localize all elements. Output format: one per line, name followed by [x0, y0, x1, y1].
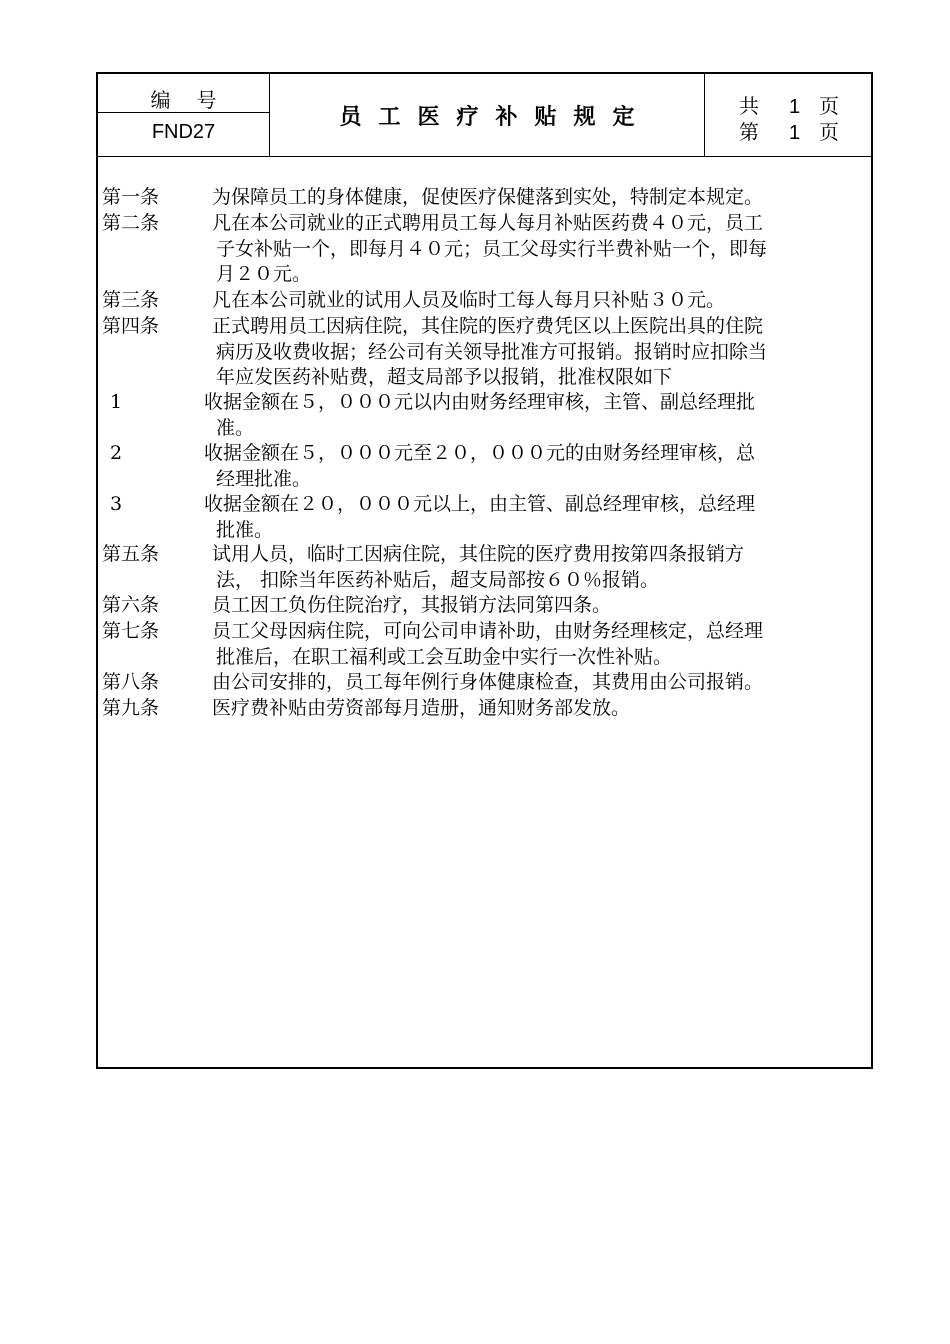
article-label: 第三条: [102, 289, 160, 311]
article-text-line: 批准后，在职工福利或工会互助金中实行一次性补贴。: [216, 645, 673, 668]
article-text-line: 凡在本公司就业的试用人员及临时工每人每月只补贴３０元。: [212, 289, 726, 311]
total-pages-unit: 页: [819, 94, 839, 118]
total-pages-number: 1: [789, 96, 801, 118]
page-count-cell: [705, 74, 871, 156]
title-cell: [270, 74, 705, 156]
sub-item-number: 1: [110, 391, 123, 413]
article-text-line: 收据金额在２０，０００元以上，由主管、副总经理审核，总经理: [204, 493, 756, 515]
article-text-line: 医疗费补贴由劳资部每月造册，通知财务部发放。: [212, 697, 631, 719]
article-text-line: 病历及收费收据；经公司有关领导批准方可报销。报销时应扣除当: [216, 340, 768, 363]
current-page: [739, 116, 839, 145]
article-label: 第一条: [102, 186, 160, 208]
article-text-line: 批准。: [216, 518, 274, 541]
article-text-line: 试用人员，临时工因病住院，其住院的医疗费用按第四条报销方: [212, 543, 745, 565]
article-text-line: 员工因工负伤住院治疗，其报销方法同第四条。: [212, 594, 612, 616]
article-text-line: 月２０元。: [216, 263, 312, 285]
code-label: 编号: [150, 88, 243, 112]
article-label: 第二条: [102, 212, 160, 234]
article-label: 第五条: [102, 543, 160, 565]
article-text-line: 法， 扣除当年医药补贴后，超支局部按６０％报销。: [216, 568, 660, 591]
total-pages: [739, 90, 839, 119]
document-title: 员工医疗补贴规定: [339, 104, 652, 130]
article-text-line: 子女补贴一个，即每月４０元；员工父母实行半费补贴一个，即每: [216, 237, 768, 260]
article-text-line: 由公司安排的，员工每年例行身体健康检查，其费用由公司报销。: [212, 671, 764, 693]
article-label: 第七条: [102, 620, 160, 642]
article-text-line: 年应发医药补贴费，超支局部予以报销，批准权限如下: [216, 366, 673, 388]
sub-item-number: 3: [110, 493, 123, 515]
current-page-word: 第: [739, 120, 759, 144]
article-text-line: 收据金额在５，０００元至２０，０００元的由财务经理审核，总: [204, 442, 756, 464]
article-label: 第八条: [102, 671, 160, 693]
sub-item-number: 2: [110, 442, 123, 464]
code-cell: [98, 74, 270, 156]
code-divider: [98, 112, 269, 113]
total-pages-word: 共: [739, 94, 759, 118]
article-label: 第四条: [102, 315, 160, 337]
article-text-line: 为保障员工的身体健康，促使医疗保健落到实处，特制定本规定。: [212, 186, 764, 208]
code-value: FND27: [151, 121, 216, 143]
article-text-line: 经理批准。: [216, 467, 312, 490]
article-text-line: 正式聘用员工因病住院，其住院的医疗费凭区以上医院出具的住院: [212, 315, 764, 337]
header-row: [98, 74, 871, 157]
article-text-line: 准。: [216, 416, 255, 439]
article-label: 第九条: [102, 697, 160, 719]
article-text-line: 员工父母因病住院，可向公司申请补助，由财务经理核定，总经理: [212, 620, 764, 642]
article-text-line: 凡在本公司就业的正式聘用员工每人每月补贴医药费４０元，员工: [212, 212, 764, 234]
document-frame: [96, 72, 873, 1069]
article-label: 第六条: [102, 594, 160, 616]
current-page-unit: 页: [819, 120, 839, 144]
article-text-line: 收据金额在５，０００元以内由财务经理审核，主管、副总经理批: [204, 391, 756, 413]
current-page-number: 1: [789, 122, 801, 144]
